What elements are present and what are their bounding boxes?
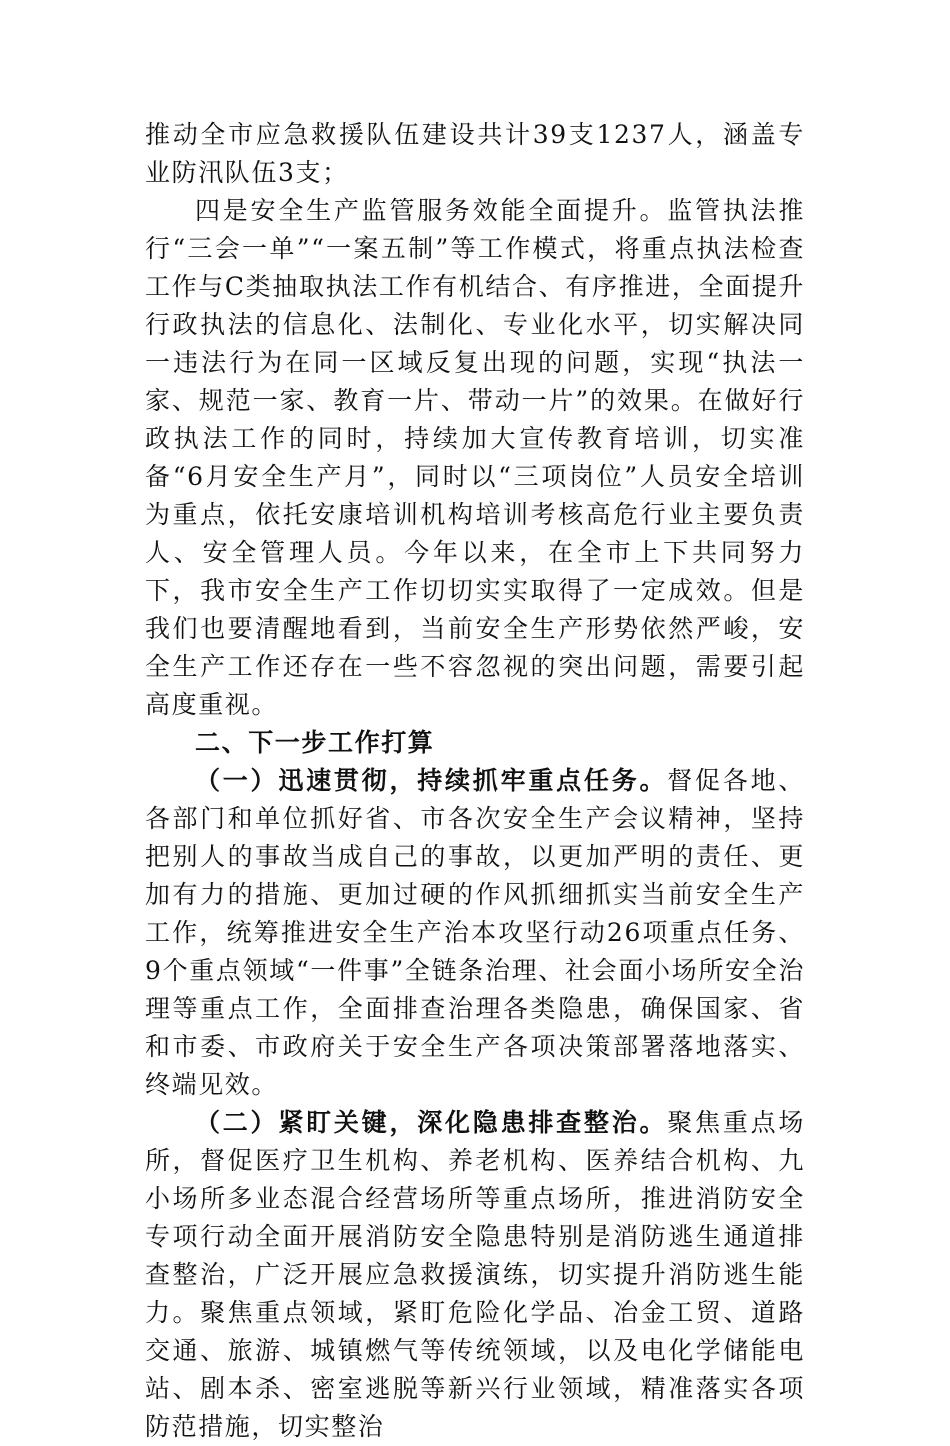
paragraph-item-one [145,762,805,1104]
item-two-body: 聚焦重点场所，督促医疗卫生机构、养老机构、医养结合机构、九小场所多业态混合经营场所等重点场所，推进消防安全专项行动全面开展消防安全隐患特别是消防逃生通道排查整治，广泛开展应急救援演练，切实提升消防逃生能力。聚焦重点领域，紧盯危险化学品、冶金工贸、道路交通、旅游、城镇燃气等传统领域，以及电化学储能电站、剧本杀、密室逃脱等新兴行业领域，精准落实各项防范措施，切实整治 [145,1108,805,1441]
document-body [145,116,805,1446]
item-one-body: 督促各地、各部门和单位抓好省、市各次安全生产会议精神，坚持把别人的事故当成自己的事故，以更加严明的责任、更加有力的措施、更加过硬的作风抓细抓实当前安全生产工作，统筹推进安全生产治本攻坚行动26项重点任务、9个重点领域“一件事”全链条治理、社会面小场所安全治理等重点工作，全面排查治理各类隐患，确保国家、省和市委、市政府关于安全生产各项决策部署落地落实、终端见效。 [145,766,805,1099]
paragraph-continued: 推动全市应急救援队伍建设共计39支1237人，涵盖专业防汛队伍3支； [145,120,805,187]
item-two-lead: （二）紧盯关键，深化隐患排查整治。 [195,1108,668,1137]
section-heading-next-steps: 二、下一步工作打算 [195,728,435,757]
paragraph-item-two [145,1104,805,1446]
paragraph-four: 四是安全生产监管服务效能全面提升。监管执法推行“三会一单”“一案五制”等工作模式，将重点执法检查工作与C类抽取执法工作有机结合、有序推进，全面提升行政执法的信息化、法制化、专业化水平，切实解决同一违法行为在同一区域反复出现的问题，实现“执法一家、规范一家、教育一片、带动一片”的效果。在做好行政执法工作的同时，持续加大宣传教育培训，切实准备“6月安全生产月”，同时以“三项岗位”人员安全培训为重点，依托安康培训机构培训考核高危行业主要负责人、安全管理人员。今年以来，在全市上下共同努力下，我市安全生产工作切切实实取得了一定成效。但是我们也要清醒地看到，当前安全生产形势依然严峻，安全生产工作还存在一些不容忽视的突出问题，需要引起高度重视。 [145,196,805,719]
item-one-lead: （一）迅速贯彻，持续抓牢重点任务。 [195,766,668,795]
